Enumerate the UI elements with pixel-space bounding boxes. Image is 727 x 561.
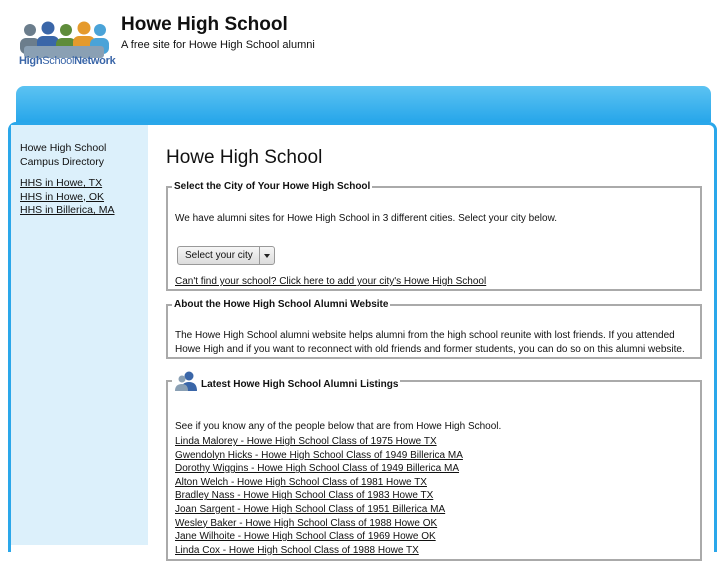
sidebar-link-billerica-ma[interactable]: HHS in Billerica, MA [20,204,115,216]
people-icon [174,371,198,391]
sidebar-links [20,177,115,218]
city-select-text: We have alumni sites for Howe High School in 3 different cities. Select your city below. [175,213,558,224]
city-select-dropdown[interactable] [177,246,275,265]
list-item[interactable]: Joan Sargent - Howe High School Class of 1951 Billerica MA [175,503,446,515]
list-item[interactable]: Dorothy Wiggins - Howe High School Class of 1949 Billerica MA [175,463,460,475]
list-item[interactable]: Wesley Baker - Howe High School Class of 1988 Howe OK [175,517,438,529]
site-title[interactable]: Howe High School [121,14,288,35]
logo-word-network: Network [74,55,116,67]
logo-word-school: School [42,55,75,67]
listings-list [175,435,463,557]
chevron-down-icon [264,254,270,258]
sidebar-heading: Howe High School Campus Directory [20,142,107,168]
sidebar-link-howe-tx[interactable]: HHS in Howe, TX [20,177,103,189]
list-item[interactable]: Jane Wilhoite - Howe High School Class of 1969 Howe OK [175,531,436,543]
page-title: Howe High School [166,147,323,168]
dropdown-separator [259,247,260,264]
logo-wordmark[interactable] [19,55,115,67]
add-school-link[interactable]: Can't find your school? Click here to add your city's Howe High School [175,276,487,287]
list-item[interactable]: Linda Cox - Howe High School Class of 1988 Howe TX [175,544,419,556]
about-legend: About the Howe High School Alumni Website [174,299,389,310]
listings-legend-label: Latest Howe High School Alumni Listings [201,379,399,390]
about-text: The Howe High School alumni website helps alumni from the high school reunite with lost friends. If you attended Howe High and if you want to reconnect with old friends and former students, you can do so on this alumni website. [175,330,685,355]
sidebar-link-howe-ok[interactable]: HHS in Howe, OK [20,190,105,203]
city-select-box [166,181,702,291]
listings-box [166,371,702,561]
listings-intro: See if you know any of the people below that are from Howe High School. [175,421,502,432]
list-item[interactable]: Linda Malorey - Howe High School Class of 1975 Howe TX [175,436,437,447]
site-tagline: A free site for Howe High School alumni [121,39,315,51]
list-item[interactable]: Gwendolyn Hicks - Howe High School Class of 1949 Billerica MA [175,449,463,461]
listings-legend [172,371,400,391]
city-select-legend: Select the City of Your Howe High School [174,181,371,192]
logo-word-high: High [19,55,43,67]
list-item[interactable]: Bradley Nass - Howe High School Class of 1983 Howe TX [175,490,434,502]
list-item[interactable]: Alton Welch - Howe High School Class of 1981 Howe TX [175,476,427,488]
top-banner [16,86,711,122]
city-select-label: Select your city [185,250,253,261]
site-header [0,0,727,85]
sidebar [11,125,148,545]
about-box [166,299,702,359]
